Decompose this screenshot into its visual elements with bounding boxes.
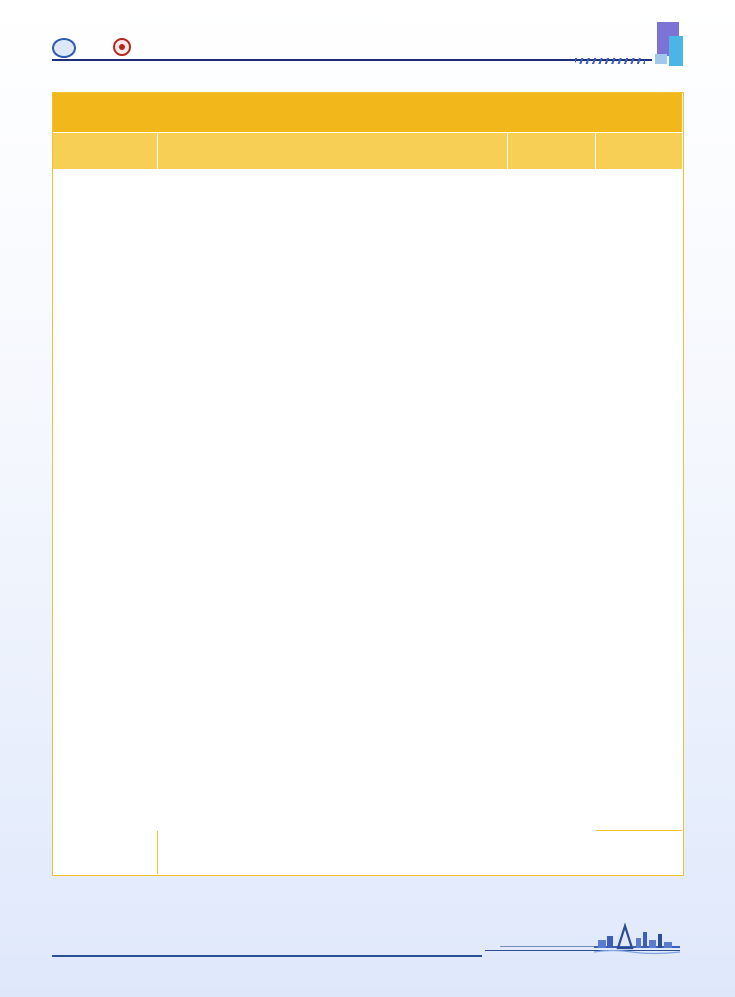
header-divider [52,59,652,61]
break-time [53,831,158,874]
footer-divider [52,955,482,957]
session-schedule-table [52,92,684,876]
column-header-content [158,133,508,169]
page-header [0,0,735,80]
host-name [596,169,682,831]
column-header-host [596,133,682,169]
corner-decoration-block [655,54,667,64]
column-header-time [53,133,158,169]
column-header-speaker [508,133,596,169]
university-seal-icon [113,38,131,56]
ccs-logo-icon [52,38,76,58]
table-header [53,133,682,169]
break-label [158,831,682,874]
header-stripes-decoration [575,58,645,64]
session-banner [53,93,682,133]
city-skyline-icon [592,922,682,958]
corner-decoration-block [669,36,683,66]
tea-break-row [53,831,682,874]
